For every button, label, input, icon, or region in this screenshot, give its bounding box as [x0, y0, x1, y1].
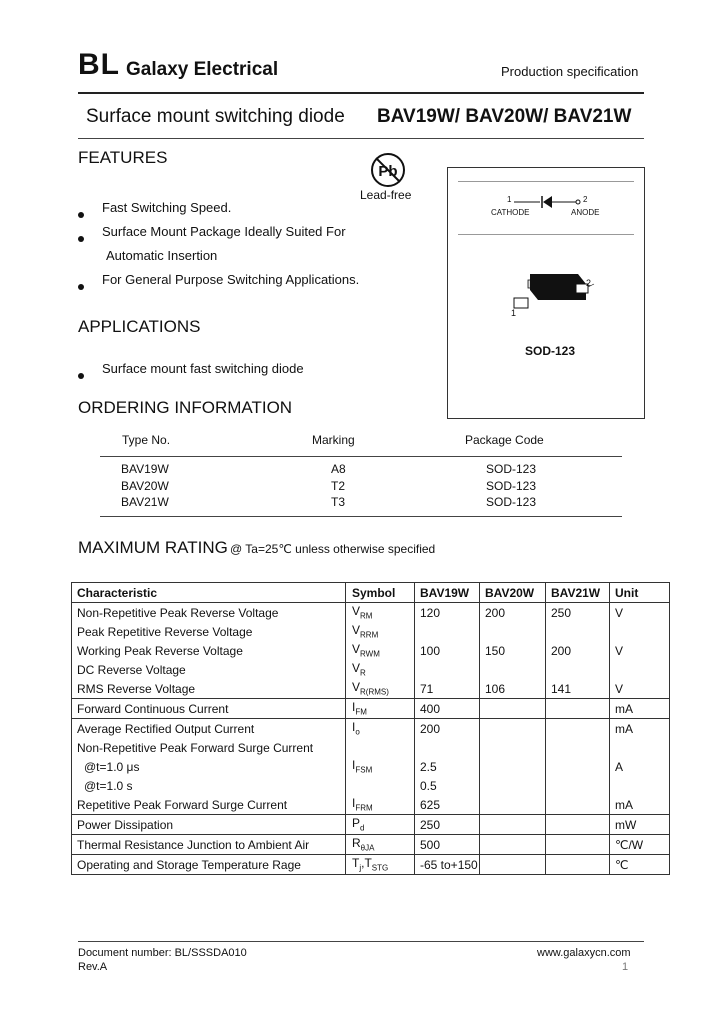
pin2-name: ANODE — [571, 208, 600, 217]
bav19w-cell: 400 — [415, 699, 480, 719]
table-row — [72, 738, 670, 757]
symbol-letter: V — [352, 680, 361, 695]
bav20w-cell — [480, 835, 546, 855]
bav21w-cell — [546, 795, 610, 815]
bav19w-cell: 2.5 — [415, 757, 480, 776]
bav21w-cell — [546, 699, 610, 719]
table-row — [72, 776, 670, 795]
characteristic-cell: Power Dissipation — [72, 815, 346, 835]
table-row — [72, 795, 670, 815]
symbol-cell — [346, 719, 415, 739]
symbol-subscript: RWM — [360, 649, 380, 659]
bav19w-cell — [415, 622, 480, 641]
unit-cell — [610, 660, 670, 679]
characteristic-cell: Repetitive Peak Forward Surge Current — [72, 795, 346, 815]
characteristic-cell: Non-Repetitive Peak Forward Surge Current — [72, 738, 346, 757]
ordering-divider — [100, 456, 622, 457]
bav19w-cell: 100 — [415, 641, 480, 660]
unit-cell: ℃ — [610, 855, 670, 875]
characteristic-cell: @t=1.0 μs — [72, 757, 346, 776]
table-row — [72, 699, 670, 719]
max-rating-note: @ Ta=25℃ unless otherwise specified — [230, 542, 436, 556]
symbol-cell — [346, 855, 415, 875]
symbol-letter: I — [352, 796, 356, 811]
bav19w-cell: 500 — [415, 835, 480, 855]
symbol-letter: T — [352, 856, 360, 871]
header-bav20w: BAV20W — [480, 583, 546, 603]
lead1-number: 1 — [511, 308, 517, 318]
symbol-cell — [346, 641, 415, 660]
unit-cell — [610, 738, 670, 757]
part-numbers: BAV19W/ BAV20W/ BAV21W — [377, 106, 632, 127]
footer-divider — [78, 941, 644, 942]
symbol-letter-2: ,T — [361, 856, 372, 871]
website: www.galaxycn.com — [537, 947, 631, 959]
applications-heading: APPLICATIONS — [78, 317, 201, 336]
bav21w-cell: 141 — [546, 679, 610, 699]
symbol-cell — [346, 757, 415, 776]
bav20w-cell — [480, 738, 546, 757]
symbol-subscript: RM — [360, 611, 373, 621]
symbol-letter: V — [352, 661, 361, 676]
bav20w-cell — [480, 660, 546, 679]
feature-item: Fast Switching Speed. — [102, 200, 232, 215]
symbol-letter: R — [352, 836, 361, 851]
bav20w-cell: 150 — [480, 641, 546, 660]
table-header-row — [72, 583, 670, 603]
ordering-header-marking: Marking — [312, 433, 355, 447]
unit-cell: mA — [610, 795, 670, 815]
pin1-number: 1 — [507, 195, 512, 204]
symbol-letter: P — [352, 816, 361, 831]
symbol-cell — [346, 603, 415, 623]
document-type: Production specification — [501, 64, 639, 79]
header-bav19w: BAV19W — [415, 583, 480, 603]
lead-free-label: Lead-free — [360, 188, 412, 202]
symbol-subscript: d — [360, 823, 365, 833]
characteristic-cell: Forward Continuous Current — [72, 699, 346, 719]
table-row — [72, 719, 670, 739]
symbol-letter: V — [352, 604, 361, 619]
feature-item-continued: Automatic Insertion — [106, 248, 218, 263]
symbol-cell — [346, 738, 415, 757]
table-row — [72, 835, 670, 855]
characteristic-cell: Average Rectified Output Current — [72, 719, 346, 739]
bav21w-cell — [546, 738, 610, 757]
unit-cell: V — [610, 641, 670, 660]
page-number: 1 — [622, 961, 629, 973]
symbol-letter: I — [352, 720, 356, 735]
bav21w-cell — [546, 622, 610, 641]
table-row — [72, 855, 670, 875]
symbol-cell — [346, 815, 415, 835]
symbol-subscript: o — [355, 727, 360, 737]
symbol-letter: I — [352, 700, 356, 715]
bullet-icon — [78, 205, 84, 223]
table-row — [72, 603, 670, 623]
symbol-subscript: j — [359, 863, 362, 873]
bullet-icon — [78, 366, 84, 384]
symbol-subscript: R(RMS) — [360, 687, 389, 697]
bav20w-cell — [480, 776, 546, 795]
symbol-cell — [346, 776, 415, 795]
company-logo: BL — [78, 48, 120, 81]
symbol-subscript: FSM — [355, 765, 373, 775]
bav19w-cell — [415, 660, 480, 679]
symbol-subscript: FM — [355, 707, 367, 717]
symbol-cell — [346, 699, 415, 719]
revision: Rev.A — [78, 961, 108, 973]
unit-cell — [610, 622, 670, 641]
bav19w-cell: 625 — [415, 795, 480, 815]
unit-cell: A — [610, 757, 670, 776]
characteristic-cell: Thermal Resistance Junction to Ambient Air — [72, 835, 346, 855]
bav20w-cell: 200 — [480, 603, 546, 623]
max-rating-table — [71, 582, 670, 875]
symbol-cell — [346, 660, 415, 679]
header-unit: Unit — [610, 583, 670, 603]
table-row — [72, 660, 670, 679]
pin2-number: 2 — [583, 195, 588, 204]
bav20w-cell: 106 — [480, 679, 546, 699]
ordering-header-package: Package Code — [465, 433, 544, 447]
document-number: Document number: BL/SSSDA010 — [78, 947, 247, 959]
unit-cell: mW — [610, 815, 670, 835]
lead2-number: 2 — [586, 278, 592, 288]
bav20w-cell — [480, 699, 546, 719]
symbol-letter: V — [352, 623, 361, 638]
symbol-cell — [346, 835, 415, 855]
characteristic-cell: DC Reverse Voltage — [72, 660, 346, 679]
characteristic-cell: Peak Repetitive Reverse Voltage — [72, 622, 346, 641]
bav20w-cell — [480, 855, 546, 875]
bav19w-cell: 200 — [415, 719, 480, 739]
symbol-cell — [346, 795, 415, 815]
ordering-type: BAV20W — [121, 479, 169, 493]
header-symbol: Symbol — [346, 583, 415, 603]
ordering-package: SOD-123 — [486, 495, 537, 509]
bav21w-cell — [546, 660, 610, 679]
table-row — [72, 815, 670, 835]
bav21w-cell — [546, 815, 610, 835]
unit-cell: mA — [610, 699, 670, 719]
table-row — [72, 622, 670, 641]
package-name: SOD-123 — [525, 344, 576, 358]
bullet-icon — [78, 277, 84, 295]
ordering-type: BAV19W — [121, 462, 169, 476]
characteristic-cell: @t=1.0 s — [72, 776, 346, 795]
unit-cell: mA — [610, 719, 670, 739]
application-item: Surface mount fast switching diode — [102, 361, 304, 376]
characteristic-cell: RMS Reverse Voltage — [72, 679, 346, 699]
diode-symbol-icon — [510, 194, 590, 215]
bav21w-cell — [546, 757, 610, 776]
header-bav21w: BAV21W — [546, 583, 610, 603]
bav20w-cell — [480, 622, 546, 641]
unit-cell: V — [610, 679, 670, 699]
bav21w-cell: 250 — [546, 603, 610, 623]
bullet-icon — [78, 229, 84, 247]
unit-cell: V — [610, 603, 670, 623]
bav19w-cell: 120 — [415, 603, 480, 623]
bav21w-cell — [546, 776, 610, 795]
header-divider — [78, 92, 644, 94]
feature-item: Surface Mount Package Ideally Suited For — [102, 224, 346, 239]
symbol-letter: I — [352, 758, 356, 773]
characteristic-cell: Operating and Storage Temperature Rage — [72, 855, 346, 875]
bav19w-cell — [415, 738, 480, 757]
ordering-type: BAV21W — [121, 495, 169, 509]
pin1-name: CATHODE — [491, 208, 530, 217]
symbol-subscript: R — [360, 668, 366, 678]
symbol-subscript-2: STG — [371, 863, 389, 873]
lead-free-symbol-text: Pb — [378, 163, 398, 180]
table-row — [72, 679, 670, 699]
features-heading: FEATURES — [78, 148, 168, 167]
symbol-subscript: FRM — [355, 803, 373, 813]
symbol-letter: V — [352, 642, 361, 657]
unit-cell: ℃/W — [610, 835, 670, 855]
ordering-header-type: Type No. — [122, 433, 171, 447]
table-row — [72, 757, 670, 776]
bav19w-cell: -65 to+150 — [415, 855, 480, 875]
bav21w-cell — [546, 855, 610, 875]
ordering-marking: T2 — [331, 479, 346, 493]
bav21w-cell: 200 — [546, 641, 610, 660]
bav19w-cell: 250 — [415, 815, 480, 835]
max-rating-heading: MAXIMUM RATING — [78, 538, 228, 557]
feature-item: For General Purpose Switching Applications. — [102, 272, 360, 287]
symbol-cell — [346, 622, 415, 641]
symbol-subscript: RRM — [360, 630, 379, 640]
ordering-heading: ORDERING INFORMATION — [78, 398, 293, 417]
ordering-divider — [100, 516, 622, 517]
subtitle-divider — [78, 138, 644, 139]
bav20w-cell — [480, 719, 546, 739]
bav20w-cell — [480, 815, 546, 835]
sod123-package-icon — [508, 268, 598, 323]
document-subtitle: Surface mount switching diode — [86, 106, 345, 127]
characteristic-cell: Non-Repetitive Peak Reverse Voltage — [72, 603, 346, 623]
package-divider — [458, 234, 634, 235]
ordering-marking: T3 — [331, 495, 346, 509]
bav21w-cell — [546, 835, 610, 855]
symbol-subscript: θJA — [360, 843, 375, 853]
header-characteristic: Characteristic — [72, 583, 346, 603]
ordering-marking: A8 — [331, 462, 346, 476]
bav20w-cell — [480, 757, 546, 776]
package-divider — [458, 181, 634, 182]
bav20w-cell — [480, 795, 546, 815]
characteristic-cell: Working Peak Reverse Voltage — [72, 641, 346, 660]
bav19w-cell: 0.5 — [415, 776, 480, 795]
ordering-package: SOD-123 — [486, 462, 537, 476]
table-row — [72, 641, 670, 660]
symbol-cell — [346, 679, 415, 699]
bav19w-cell: 71 — [415, 679, 480, 699]
unit-cell — [610, 776, 670, 795]
ordering-package: SOD-123 — [486, 479, 537, 493]
company-name: Galaxy Electrical — [126, 59, 279, 80]
bav21w-cell — [546, 719, 610, 739]
